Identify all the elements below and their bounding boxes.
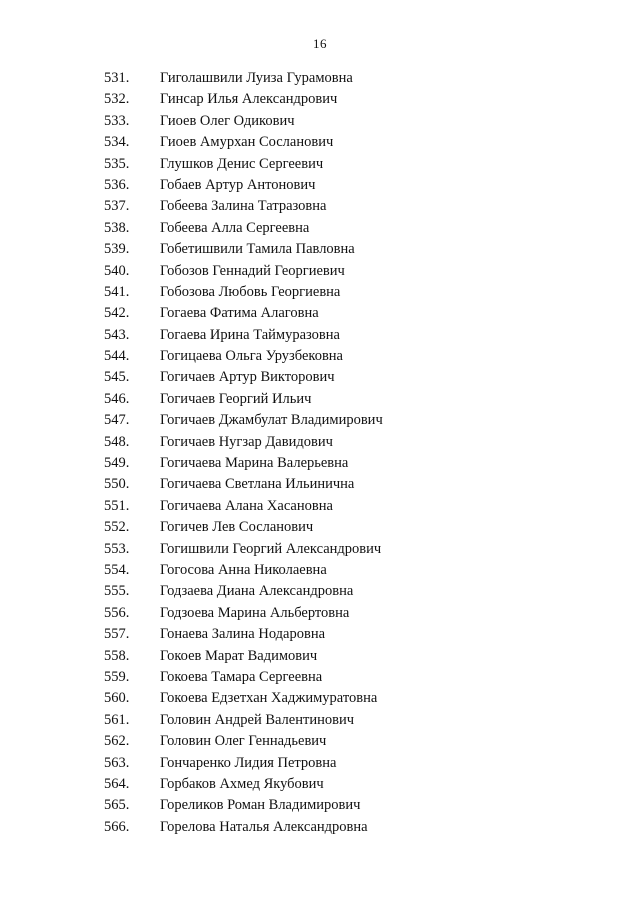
person-name: Гогишвили Георгий Александрович (160, 540, 382, 557)
person-name: Головин Олег Геннадьевич (160, 733, 327, 750)
list-item (0, 710, 640, 731)
entry-number: 564. (104, 775, 130, 792)
list-item (0, 496, 640, 517)
entry-number: 565. (104, 797, 130, 814)
list-item (0, 817, 640, 838)
person-name: Гинсар Илья Александрович (160, 91, 338, 108)
person-name: Гобетишвили Тамила Павловна (160, 241, 355, 258)
entry-number: 541. (104, 283, 130, 300)
person-name: Гобеева Залина Татразовна (160, 198, 327, 215)
entry-number: 540. (104, 262, 130, 279)
entry-number: 531. (104, 70, 130, 86)
person-name: Гобозова Любовь Георгиевна (160, 283, 341, 300)
list-item (0, 367, 640, 388)
list-item (0, 560, 640, 581)
person-name: Гобеева Алла Сергеевна (160, 219, 310, 236)
person-name: Горбаков Ахмед Якубович (160, 775, 324, 792)
person-name: Гогосова Анна Николаевна (160, 561, 327, 578)
entry-number: 542. (104, 305, 130, 322)
person-name: Гиголашвили Луиза Гурамовна (160, 70, 353, 86)
list-item (0, 603, 640, 624)
entry-number: 548. (104, 433, 130, 450)
person-name: Гобозов Геннадий Георгиевич (160, 262, 345, 279)
entry-number: 537. (104, 198, 130, 215)
entry-number: 546. (104, 390, 130, 407)
list-item (0, 132, 640, 153)
person-name: Гогичаев Артур Викторович (160, 369, 335, 386)
list-item (0, 453, 640, 474)
list-item (0, 432, 640, 453)
person-name: Гогичаев Джамбулат Владимирович (160, 412, 383, 429)
list-item (0, 624, 640, 645)
person-name: Годзаева Диана Александровна (160, 583, 354, 600)
person-name: Гогичаев Георгий Ильич (160, 390, 312, 407)
list-item (0, 731, 640, 752)
person-name: Гогичаев Нугзар Давидович (160, 433, 333, 450)
person-name: Гончаренко Лидия Петровна (160, 754, 337, 771)
entry-number: 550. (104, 476, 130, 493)
entry-number: 551. (104, 497, 130, 514)
person-name: Гогичаева Светлана Ильинична (160, 476, 355, 493)
entry-number: 538. (104, 219, 130, 236)
list-item (0, 325, 640, 346)
person-name: Гиоев Амурхан Сосланович (160, 134, 334, 151)
entry-number: 556. (104, 604, 130, 621)
list-item (0, 795, 640, 816)
list-item (0, 474, 640, 495)
person-name: Годзоева Марина Альбертовна (160, 604, 350, 621)
list-item (0, 753, 640, 774)
list-item (0, 688, 640, 709)
person-name: Гобаев Артур Антонович (160, 176, 316, 193)
entry-number: 560. (104, 690, 130, 707)
entry-number: 543. (104, 326, 130, 343)
person-name: Гогаева Фатима Алаговна (160, 305, 319, 322)
entry-number: 554. (104, 561, 130, 578)
entry-number: 536. (104, 176, 130, 193)
entry-number: 562. (104, 733, 130, 750)
list-item (0, 175, 640, 196)
list-item (0, 111, 640, 132)
entry-number: 547. (104, 412, 130, 429)
entry-number: 558. (104, 647, 130, 664)
entry-number: 534. (104, 134, 130, 151)
entry-number: 557. (104, 626, 130, 643)
list-item (0, 539, 640, 560)
list-item (0, 774, 640, 795)
entry-number: 552. (104, 519, 130, 536)
person-name: Гогаева Ирина Таймуразовна (160, 326, 340, 343)
list-item (0, 517, 640, 538)
entry-number: 553. (104, 540, 130, 557)
person-name: Гокоев Марат Вадимович (160, 647, 318, 664)
entry-number: 566. (104, 818, 130, 835)
entry-number: 535. (104, 155, 130, 172)
person-name: Гогичев Лев Сосланович (160, 519, 314, 536)
entry-number: 533. (104, 112, 130, 129)
entry-number: 561. (104, 711, 130, 728)
person-name: Гонаева Залина Нодаровна (160, 626, 326, 643)
list-item (0, 581, 640, 602)
list-item (0, 646, 640, 667)
list-item (0, 154, 640, 175)
list-item (0, 346, 640, 367)
entry-number: 559. (104, 668, 130, 685)
list-item (0, 303, 640, 324)
list-item (0, 389, 640, 410)
person-name: Головин Андрей Валентинович (160, 711, 354, 728)
entry-number: 532. (104, 91, 130, 108)
list-item (0, 282, 640, 303)
list-item (0, 239, 640, 260)
list-item (0, 410, 640, 431)
entry-number: 555. (104, 583, 130, 600)
list-item (0, 261, 640, 282)
person-name: Глушков Денис Сергеевич (160, 155, 324, 172)
list-item (0, 667, 640, 688)
entry-number: 549. (104, 455, 130, 472)
person-name: Гогичаева Марина Валерьевна (160, 455, 349, 472)
list-item (0, 218, 640, 239)
name-list (0, 68, 640, 838)
entry-number: 545. (104, 369, 130, 386)
person-name: Гиоев Олег Одикович (160, 112, 295, 129)
list-item (0, 196, 640, 217)
list-item (0, 89, 640, 110)
entry-number: 539. (104, 241, 130, 258)
person-name: Гокоева Тамара Сергеевна (160, 668, 323, 685)
person-name: Горелова Наталья Александровна (160, 818, 368, 835)
entry-number: 544. (104, 348, 130, 365)
entry-number: 563. (104, 754, 130, 771)
list-item (0, 68, 640, 89)
person-name: Гореликов Роман Владимирович (160, 797, 361, 814)
person-name: Гокоева Едзетхан Хаджимуратовна (160, 690, 378, 707)
page-number: 16 (313, 36, 327, 51)
person-name: Гогичаева Алана Хасановна (160, 497, 333, 514)
person-name: Гогицаева Ольга Урузбековна (160, 348, 343, 365)
